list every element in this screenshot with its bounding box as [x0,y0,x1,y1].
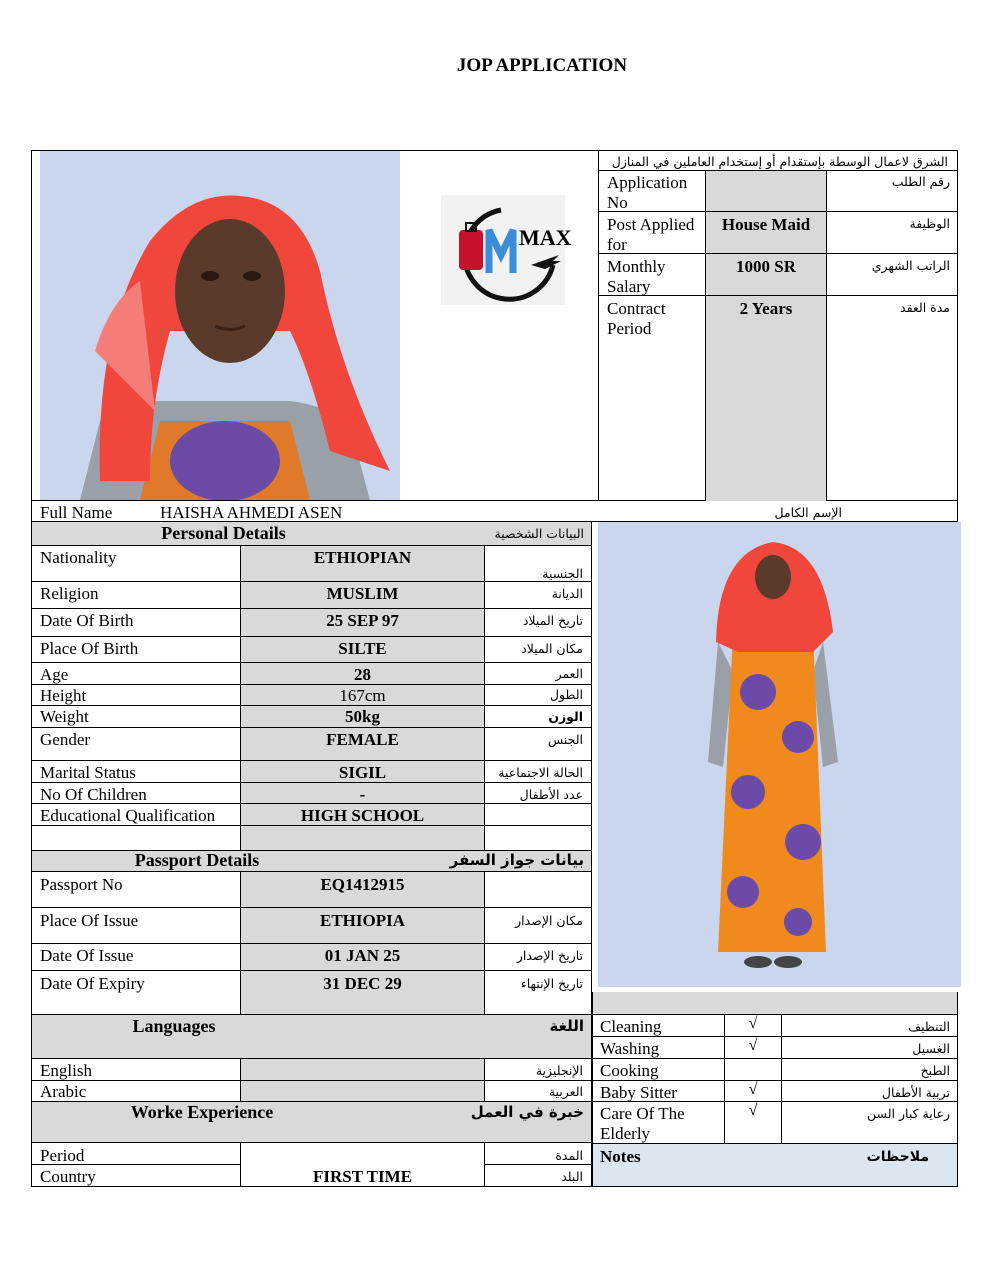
full-body-photo [598,522,961,987]
english-label: English [40,1061,92,1080]
application-no-label: Application No [607,173,688,212]
gender-value: FEMALE [326,730,399,749]
dob-label-ar: تاريخ الميلاد [522,613,583,628]
period-label-ar: المدة [555,1148,583,1163]
date-expiry-value: 31 DEC 29 [323,974,402,993]
contract-label-ar: مدة العقد [900,300,950,315]
pob-value: SILTE [338,639,387,658]
english-label-ar: الإنجليزية [535,1063,583,1078]
dob-value: 25 SEP 97 [326,611,399,630]
skill-washing-label-ar: الغسيل [912,1041,950,1056]
education-label: Educational Qualification [40,806,216,825]
skill-elderly-label-ar: رعاية كبار السن [867,1106,950,1121]
agency-name: الشرق لاعمال الوسطة بإستقدام أو إستخدام العاملين في المنازل [611,154,948,169]
post-value: House Maid [721,215,811,234]
skill-washing-label: Washing [600,1039,660,1058]
religion-value: MUSLIM [326,584,399,603]
salary-label-ar: الراتب الشهري [871,258,950,273]
passport-no-value: EQ1412915 [320,875,405,894]
children-label: No Of Children [40,785,147,804]
portrait-photo [40,151,400,500]
post-label: Post Applied for [607,215,695,254]
skills-gray-bar [592,992,958,1015]
company-logo [441,195,572,305]
country-label-ar: البلد [561,1169,583,1184]
height-label: Height [40,686,87,705]
languages-title: Languages [132,1016,216,1036]
education-value: HIGH SCHOOL [300,806,425,825]
skill-cooking-label-ar: الطبخ [920,1063,950,1078]
skill-cleaning-check: √ [748,1015,758,1032]
period-label: Period [40,1146,85,1165]
date-expiry-label-ar: تاريخ الإنتهاء [520,976,583,991]
post-label-ar: الوظيفة [909,216,950,231]
height-label-ar: الطول [549,687,583,702]
skill-babysitter-label-ar: تربية الأطفال [881,1085,950,1100]
experience-title: Worke Experience [130,1102,274,1122]
skill-washing-check: √ [748,1037,758,1054]
weight-label-ar: الوزن [548,709,583,724]
nationality-value: ETHIOPIAN [313,548,412,567]
place-issue-value: ETHIOPIA [319,911,406,930]
age-label-ar: العمر [555,666,583,681]
age-label: Age [40,665,69,684]
weight-label: Weight [40,707,89,726]
skill-babysitter-check: √ [748,1081,758,1098]
country-label: Country [40,1167,96,1186]
skill-cleaning-label-ar: التنظيف [908,1019,950,1034]
notes-label: Notes [600,1147,641,1166]
skill-babysitter-label: Baby Sitter [600,1083,677,1102]
salary-label: Monthly Salary [607,257,666,296]
arabic-label-ar: العربية [548,1084,583,1099]
pob-label-ar: مكان الميلاد [521,641,583,656]
marital-label-ar: الحالة الاجتماعية [498,765,583,780]
children-value: - [359,785,366,804]
gender-label: Gender [40,730,91,749]
skill-cleaning-label: Cleaning [600,1017,662,1036]
personal-title-ar: البيانات الشخصية [494,526,584,541]
pob-label: Place Of Birth [40,639,139,658]
nationality-label-ar: الجنسية [542,566,583,581]
notes-label-ar: ملاحظات [866,1149,929,1165]
date-issue-label-ar: تاريخ الإصدار [516,948,583,963]
salary-value: 1000 SR [736,257,796,276]
experience-title-ar: خبرة في العمل [470,1103,584,1121]
weight-value: 50kg [345,707,380,726]
height-value: 167cm [339,686,386,705]
arabic-label: Arabic [40,1082,87,1101]
passport-no-label: Passport No [40,875,123,894]
languages-title-ar: اللغة [549,1017,584,1035]
dob-label: Date Of Birth [40,611,134,630]
contract-value: 2 Years [739,299,793,318]
experience-value: FIRST TIME [312,1167,413,1186]
date-expiry-label: Date Of Expiry [40,974,145,993]
page-title: JOP APPLICATION [456,55,628,76]
place-issue-label-ar: مكان الإصدار [515,913,583,928]
personal-title: Personal Details [161,523,286,543]
place-issue-label: Place Of Issue [40,911,139,930]
children-label-ar: عدد الأطفال [519,787,583,802]
skill-elderly-check: √ [748,1102,758,1119]
date-issue-value: 01 JAN 25 [324,946,401,965]
passport-title: Passport Details [134,850,260,870]
religion-label: Religion [40,584,99,603]
gender-label-ar: الجنس [547,732,583,747]
date-issue-label: Date Of Issue [40,946,134,965]
full-name-value: HAISHA AHMEDI ASEN [160,503,343,522]
full-name-label-ar: الإسم الكامل [774,505,842,520]
contract-label: Contract Period [607,299,666,338]
age-value: 28 [354,665,371,684]
skill-elderly-label: Care Of The Elderly [600,1104,685,1143]
logo-text: MAX [519,225,572,250]
marital-label: Marital Status [40,763,136,782]
application-no-label-ar: رقم الطلب [891,174,950,189]
full-name-label: Full Name [40,503,113,522]
nationality-label: Nationality [40,548,117,567]
skill-cooking-label: Cooking [600,1061,659,1080]
marital-value: SIGIL [338,763,387,782]
religion-label-ar: الديانة [551,586,583,601]
passport-title-ar: بيانات جواز السفر [449,851,584,869]
